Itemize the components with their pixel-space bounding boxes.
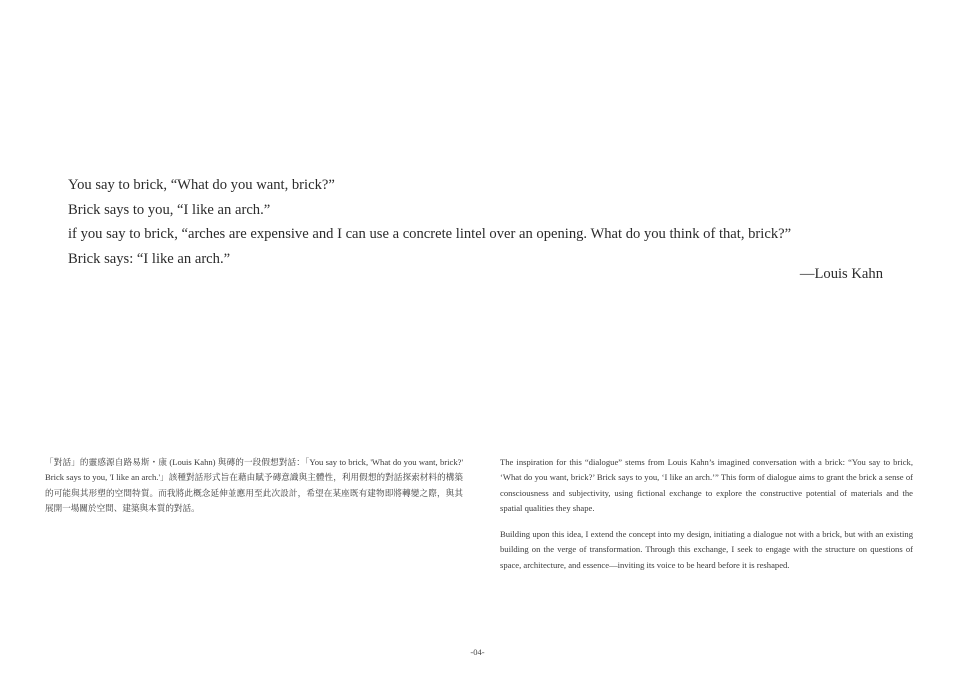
chinese-paragraph: 「對話」的靈感源自路易斯・康 (Louis Kahn) 與磚的一段假想對話：「You say to brick, 'What do you want, brick?' Brick says to you, 'I like an arch.'」該種對話形式旨在藉由賦予磚意識與主體性，利用假想的對話探索材料的構築的可能與其形塑的空間特質。而我將此概念延伸並應用至此次設計，希望在某座既有建物即將轉變之際，與其展開一場關於空間、建築與本質的對話。 — [45, 457, 463, 513]
quote-line-3: if you say to brick, “arches are expensive and I can use a concrete lintel over an opening. What do you think of that, brick?” — [68, 226, 792, 242]
kahn-quote — [68, 173, 888, 271]
english-paragraph-1: The inspiration for this “dialogue” stems from Louis Kahn’s imagined conversation with a brick: “You say to brick, ‘What do you want, brick?’ Brick says to you, ‘I like an arch.’” This form of dialogue aims to grant the brick a sense of consciousness and subjectivity, using fictional exchange to explore the constructive potential of materials and the spatial qualities they shape. — [500, 457, 913, 513]
quote-line-4: Brick says: “I like an arch.” — [68, 250, 231, 267]
quote-line-1: You say to brick, “What do you want, brick?” — [68, 177, 335, 193]
english-text-column — [500, 455, 913, 584]
english-paragraph-2: Building upon this idea, I extend the concept into my design, initiating a dialogue not with a brick, but with an existing building on the verge of transformation. Through this exchange, I seek to engage with the structure on questions of space, architecture, and essence—inviting its voice to be heard before it is reshaped. — [500, 529, 913, 570]
quote-line-2: Brick says to you, “I like an arch.” — [68, 201, 271, 218]
page-number: -04- — [470, 647, 485, 657]
chinese-text-column — [45, 455, 463, 516]
quote-attribution: —Louis Kahn — [799, 266, 883, 282]
